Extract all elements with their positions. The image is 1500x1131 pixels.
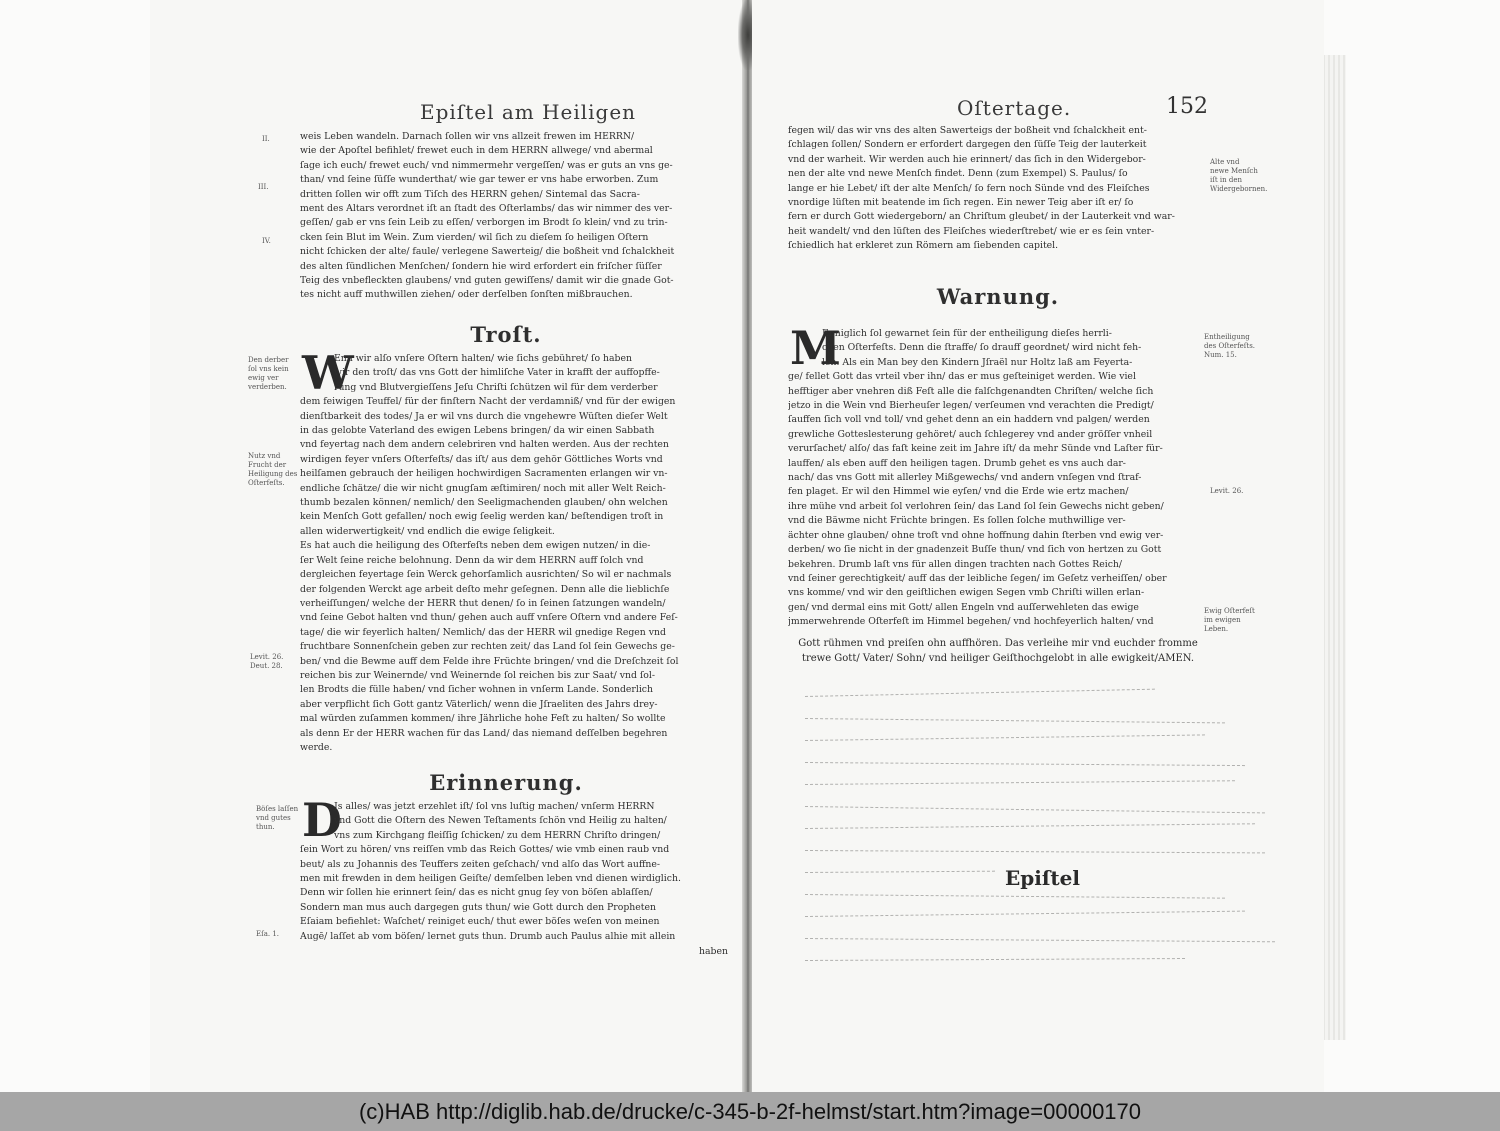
catchword: haben bbox=[699, 946, 728, 957]
trost-text bbox=[300, 346, 712, 755]
handwritten-scribble bbox=[805, 938, 1275, 943]
text-line: ben/ vnd die Bewme auff dem Felde ihre Früchte bringen/ vnd die Dreſchzeit ſol bbox=[300, 655, 679, 667]
text-line: mal würden zuſammen kommen/ ihre Jährliche hohe Feſt zu halten/ So wollte bbox=[300, 713, 666, 725]
footer-credit-text: (c)HAB http://diglib.hab.de/drucke/c-345-b-2f-helmst/start.htm?image=00000170 bbox=[358, 1098, 1142, 1124]
text-line: ſauffen ſich voll vnd toll/ vnd gehet denn an ein haddern vnd palgen/ werden bbox=[788, 414, 1150, 426]
text-line: allen widerwertigkeit/ vnd endlich die ewige ſeligkeit. bbox=[300, 525, 555, 537]
text-line: Sondern man mus auch dargegen guts thun/ wie Gott durch den Propheten bbox=[300, 901, 657, 913]
trost-heading: Troſt. bbox=[470, 322, 542, 347]
text-line: endliche ſchätze/ die wir nicht gnugſam æſtimiren/ noch mit aller Welt Reich- bbox=[300, 482, 666, 494]
text-line: Augē/ laſſet ab vom böſen/ lernet guts thun. Drumb auch Paulus alhie mit allein bbox=[300, 930, 676, 942]
text-line: ſchiedlich hat erkleret zun Römern am ſiebenden capitel. bbox=[788, 240, 1059, 252]
warnung-drop-cap: M bbox=[790, 321, 841, 375]
text-line: chen Oſterfeſts. Denn die ſtraffe/ ſo drauff geordnet/ wird nicht feh- bbox=[822, 342, 1142, 354]
text-line: vnd Gott die Oſtern des Newen Teſtaments ſchön vnd Heilig zu halten/ bbox=[334, 815, 667, 827]
text-line: derben/ wo ſie nicht in der gnadenzeit Buſſe thun/ vnd ſich von hertzen zu Gott bbox=[788, 544, 1162, 556]
text-line: dem feiwigen Teuffel/ für der finſtern Nacht der verdamniß/ vnd für der ewigen bbox=[300, 396, 676, 408]
text-line: wirdigen feyer vnſers Oſterfeſts/ das iſt/ aus dem gehör Göttliches Worts vnd bbox=[300, 453, 663, 465]
text-line: vnd ſeine Gebot halten vnd thun/ gehen auch auff vnſere Oſtern vnd andere Feſ- bbox=[300, 612, 678, 624]
text-line: fegen wil/ das wir vns des alten Sawerteigs der boßheit vnd ſchalckheit ent- bbox=[788, 125, 1147, 136]
handwritten-heading-epistel: Epiſtel bbox=[1005, 866, 1080, 890]
text-line: kein Menſch Gott gefallen/ noch ewig ſeelig werden kan/ beſtendigen troſt in bbox=[300, 511, 664, 523]
text-line: aber verpflicht ſich Gott gantz Väterlich/ wenn die Jſraeliten des Jahrs drey- bbox=[300, 698, 658, 710]
text-line: der fromme trewe Gott/ Vater/ Sohn/ vnd heiliger Geiſt bbox=[801, 638, 1198, 664]
text-line: geſſen/ gab er vns ſein Leib zu eſſen/ verborgen im Brodt ſo klein/ vnd zu trin- bbox=[300, 217, 668, 229]
text-line: tes nicht auff muthwillen ziehen/ oder derſelben ſonſten mißbrauchen. bbox=[300, 289, 633, 301]
text-line: ſage ich euch/ frewet euch/ vnd nimmermehr vergeſſen/ was er guts an vns ge- bbox=[300, 159, 673, 171]
text-line: Teig des vnbefleckten glaubens/ vnd guten gewiſſens/ damit wir die gnade Got- bbox=[300, 275, 674, 287]
text-line: fen plaget. Er wil den Himmel wie eyſen/ vnd die Erde wie ertz machen/ bbox=[788, 486, 1129, 498]
text-line: ge/ fellet Gott das vrteil vber ihn/ das er mus geſteiniget werden. Wie viel bbox=[788, 371, 1136, 383]
text-line: rung vnd Blutvergieſſens Jeſu Chriſti ſchützen wil für dem verderber bbox=[334, 381, 658, 393]
handwritten-scribble bbox=[805, 734, 1205, 742]
text-line: werde. bbox=[300, 741, 333, 753]
erinnerung-heading: Erinnerung. bbox=[429, 770, 583, 795]
text-line: heit wandelt/ vnd den lüſten des Fleiſches wiederſtrebet/ wie er es ſein vnter- bbox=[788, 225, 1155, 237]
margin-numeral-4: IV. bbox=[262, 237, 271, 245]
erinnerung-text bbox=[300, 800, 718, 944]
text-line: AMEN. bbox=[1158, 653, 1195, 664]
text-line: dienſtbarkeit des todes/ Ja er wil vns durch die vngehewre Wüſten dieſer Welt bbox=[300, 410, 668, 422]
text-line: lange er hie Lebet/ iſt der alte Menſch/ ſo fern noch Sünde vnd des Fleiſches bbox=[788, 182, 1150, 194]
warnung-margin-note-1: Entheiligung des Oſterfeſts. Num. 15. bbox=[1204, 333, 1256, 359]
text-line: ſchlagen ſollen/ Sondern er erfordert dargegen den ſüſſe Teig der lauterkeit bbox=[788, 139, 1147, 151]
text-line: hochgelobt in alle ewigkeit/ bbox=[1017, 653, 1159, 664]
text-line: lauffen/ als eben auff den heiligen tagen. Drumb gehet es vns auch dar- bbox=[788, 457, 1126, 469]
text-line: weis Leben wandeln. Darnach ſollen wir vns allzeit frewen im HERRN/ bbox=[300, 131, 635, 142]
text-line: fruchtbare Sonnenſchein geben zur rechten zeit/ das Land ſol ſein Gewechs ge- bbox=[300, 641, 675, 653]
text-line: nicht ſchicken der alte/ faule/ verlegene Sawerteig/ die boßheit vnd ſchalckheit bbox=[300, 246, 675, 258]
text-line: gen/ vnd dermal eins mit Gott/ allen Engeln vnd auſſerwehleten das ewige bbox=[788, 601, 1139, 613]
erinnerung-drop-cap: D bbox=[302, 793, 342, 847]
text-line: thumb bezalen können/ nemlich/ den Seeligmachenden glauben/ ohn welchen bbox=[300, 497, 668, 509]
closing-doxology bbox=[788, 636, 1208, 666]
text-line: Eſaiam befiehlet: Waſchet/ reiniget euch/ thut ewer böſes weſen von meinen bbox=[300, 916, 660, 928]
handwritten-scribble bbox=[805, 911, 1245, 918]
text-line: Js alles/ was jetzt erzehlet iſt/ ſol vns luſtig machen/ vnſerm HERRN bbox=[334, 801, 655, 812]
text-line: bekehren. Drumb laſt vns für allen dingen trachten nach Gottes Reich/ bbox=[788, 558, 1123, 570]
text-line: hefftiger aber vnehren diß Feſt alle die falſchgenandten Chriſten/ welche ſich bbox=[788, 385, 1154, 397]
handwritten-annotation bbox=[805, 688, 1283, 978]
handwritten-scribble bbox=[805, 823, 1255, 830]
handwritten-scribble bbox=[805, 871, 995, 874]
erinnerung-margin-note-2: Eſa. 1. bbox=[256, 930, 280, 938]
handwritten-scribble bbox=[805, 958, 1185, 962]
handwritten-scribble bbox=[805, 894, 1225, 900]
text-line: als denn Er der HERR wachen für das Land/ das niemand deſſelben begehren bbox=[300, 727, 668, 739]
text-line: len Brodts die fülle haben/ vnd ſicher wohnen in vnſerm Lande. Sonderlich bbox=[300, 684, 653, 696]
text-line: heilſamen gebrauch der heiligen hochwirdigen Sacramenten erlangen wir vn- bbox=[300, 468, 668, 480]
warnung-text bbox=[788, 321, 1208, 630]
text-line: grewliche Gotteslesterung gehöret/ auch ſchlegerey vnd ander gröſſer vnheil bbox=[788, 428, 1153, 440]
left-top-text bbox=[300, 130, 712, 303]
right-top-margin-note: Alte vnd newe Menſch iſt in den Widergebornen. bbox=[1210, 158, 1268, 193]
text-line: vnd die Bäwme nicht Früchte bringen. Es ſollen ſolche muthwillige ver- bbox=[788, 515, 1126, 527]
text-line: reichen bis zur Weinernde/ vnd Weinernde ſol reichen bis zur Saat/ vnd ſol- bbox=[300, 669, 656, 681]
warnung-margin-note-2: Levit. 26. bbox=[1210, 487, 1244, 495]
handwritten-scribble bbox=[805, 850, 1265, 854]
text-line: vnd der warheit. Wir werden auch hie erinnert/ das ſich in den Widergebor- bbox=[788, 153, 1146, 165]
text-line: ihre mühe vnd arbeit ſol verlohren ſein/ das Land ſol ſein Gewechs nicht geben/ bbox=[788, 500, 1164, 512]
text-line: verheiſſungen/ welche der HERR thut denen/ ſo in ſeinen ſatzungen wandeln/ bbox=[300, 597, 666, 609]
text-line: fern er durch Gott wiedergeborn/ an Chriſtum gleubet/ in der Lauterkeit vnd war- bbox=[788, 211, 1175, 223]
text-line: Gott rühmen vnd preiſen ohn auffhören. Das verleihe mir vnd euch bbox=[798, 638, 1139, 649]
trost-margin-note-3: Levit. 26. Deut. 28. bbox=[250, 653, 284, 670]
handwritten-scribble bbox=[805, 762, 1245, 767]
text-line: Denn wir ſollen hie erinnert ſein/ das es nicht gnug ſey von böſen ablaſſen/ bbox=[300, 887, 653, 899]
handwritten-scribble bbox=[805, 718, 1225, 724]
text-line: dritten ſollen wir offt zum Tiſch des HERRN gehen/ Sintemal das Sacra- bbox=[300, 188, 640, 200]
text-line: nach/ das vns Gott mit allerley Mißgewechs/ vnd andern vnſegen vnd ſtraf- bbox=[788, 472, 1142, 484]
text-line: Es hat auch die heiligung des Oſterfeſts neben dem ewigen nutzen/ in die- bbox=[300, 540, 651, 552]
left-running-head: Epiſtel am Heiligen bbox=[420, 100, 637, 124]
text-line: men mit frewden in dem heiligen Geiſte/ demſelben leben vnd dienen wirdiglich. bbox=[300, 873, 681, 885]
text-line: nen der alte vnd newe Menſch findet. Denn (zum Exempel) S. Paulus/ ſo bbox=[788, 168, 1128, 180]
handwritten-scribble bbox=[805, 689, 1155, 698]
text-line: Enniglich ſol gewarnet ſein für der entheiligung dieſes herrli- bbox=[822, 328, 1112, 339]
text-line: beut/ als zu Johannis des Teuffers zeiten geſchach/ vnd alſo das Wort auffne- bbox=[300, 858, 661, 870]
text-line: ſein Wort zu hören/ vns reiſſen vmb das Reich Gottes/ wie vmb einen raub vnd bbox=[300, 844, 670, 856]
text-line: vnordige lüſten mit beatende im ſich regen. Ein newer Teig aber iſt er/ ſo bbox=[788, 197, 1134, 209]
folio-number: 152 bbox=[1166, 94, 1208, 119]
text-line: tage/ die wir feyerlich halten/ Nemlich/ das der HERR wil gnedige Regen vnd bbox=[300, 626, 666, 638]
text-line: der folgenden Werckt age arbeit deſto mehr geſegnen. Denn alle die lieblichſe bbox=[300, 583, 670, 595]
text-line: in das gelobte Vaterland des ewigen Lebens bringen/ da wir einen Sabbath bbox=[300, 425, 655, 437]
footer-credit-bar bbox=[0, 1092, 1500, 1131]
text-line: vns komme/ vnd wir den geiſtlichen ewigen Segen vmb Chriſti willen erlan- bbox=[788, 587, 1145, 599]
text-line: ächter ohne glauben/ ohne troſt vnd ohne hoffnung dahin ſterben vnd ewig ver- bbox=[788, 529, 1164, 541]
text-line: than/ vnd ſeine ſüſſe wunderthat/ wie gar tewer er vns habe erworben. Zum bbox=[300, 174, 659, 186]
text-line: Enn wir alſo vnſere Oſtern halten/ wie ſichs gebühret/ ſo haben bbox=[334, 353, 632, 364]
right-top-text bbox=[788, 124, 1208, 254]
text-line: dergleichen feyertage ſein Werck gehorſamlich ausrichten/ So wil er nachmals bbox=[300, 569, 672, 581]
text-line: jetzo in die Wein vnd Bierheuſer legen/ verſeumen vnd verachten die Predigt/ bbox=[788, 400, 1154, 412]
text-line: wir den troſt/ das vns Gott der himliſche Vater in krafft der auffopffe- bbox=[334, 367, 660, 379]
text-line: len. Als ein Man bey den Kindern Jſraël nur Holtz laß am Feyerta- bbox=[822, 356, 1133, 368]
text-line: vnd ſeiner gerechtigkeit/ auff das der leibliche ſegen/ im Geſetz verheiſſen/ ober bbox=[788, 572, 1167, 584]
trost-margin-note-2: Nutz vnd Frucht der Heiligung des Oſterfeſts. bbox=[248, 452, 298, 487]
text-line: verurſachet/ alſo/ das faſt keine zeit im Jahre iſt/ da mehr Sünde vnd Laſter für- bbox=[788, 443, 1163, 455]
warnung-margin-note-3: Ewig Oſterfeſt im ewigen Leben. bbox=[1204, 607, 1255, 633]
right-running-head: Oſtertage. bbox=[957, 96, 1072, 120]
text-line: vnd feyertag nach dem andern celebriren vnd halten werden. Aus der rechten bbox=[300, 439, 669, 451]
warnung-heading: Warnung. bbox=[936, 284, 1060, 309]
text-line: wie der Apoſtel befihlet/ frewet euch in dem HERRN allwege/ vnd abermal bbox=[300, 145, 653, 157]
handwritten-scribble bbox=[805, 780, 1235, 786]
text-line: ſer Welt ſeine reiche belohnung. Denn da wir dem HERRN auff ſolch vnd bbox=[300, 554, 644, 566]
margin-numeral-3: III. bbox=[258, 183, 269, 191]
left-page bbox=[150, 0, 744, 1092]
text-line: cken ſein Blut im Wein. Zum vierden/ wil ſich zu dieſem ſo heiligen Oſtern bbox=[300, 231, 649, 243]
trost-margin-note-1: Den derber ſol vns kein ewig ver verderben. bbox=[248, 356, 289, 391]
text-line: jmmerwehrende Oſterfeſt im Himmel begehen/ vnd hochfeyerlich halten/ vnd bbox=[788, 616, 1154, 628]
handwritten-scribble bbox=[805, 806, 1265, 814]
text-line: ment des Altars verordnet iſt an ſtadt des Oſterlambs/ das wir nimmer des ver- bbox=[300, 203, 673, 215]
text-line: vns zum Kirchgang fleiſſig ſchicken/ zu dem HERRN Chriſto dringen/ bbox=[334, 829, 661, 841]
trost-drop-cap: W bbox=[302, 346, 354, 400]
erinnerung-margin-note-1: Böſes laſſen vnd gutes thun. bbox=[256, 805, 299, 831]
text-line: des alten ſündlichen Menſchen/ ſondern hie wird erfordert ein friſcher ſüſſer bbox=[300, 260, 662, 272]
margin-numeral-2: II. bbox=[262, 135, 270, 143]
